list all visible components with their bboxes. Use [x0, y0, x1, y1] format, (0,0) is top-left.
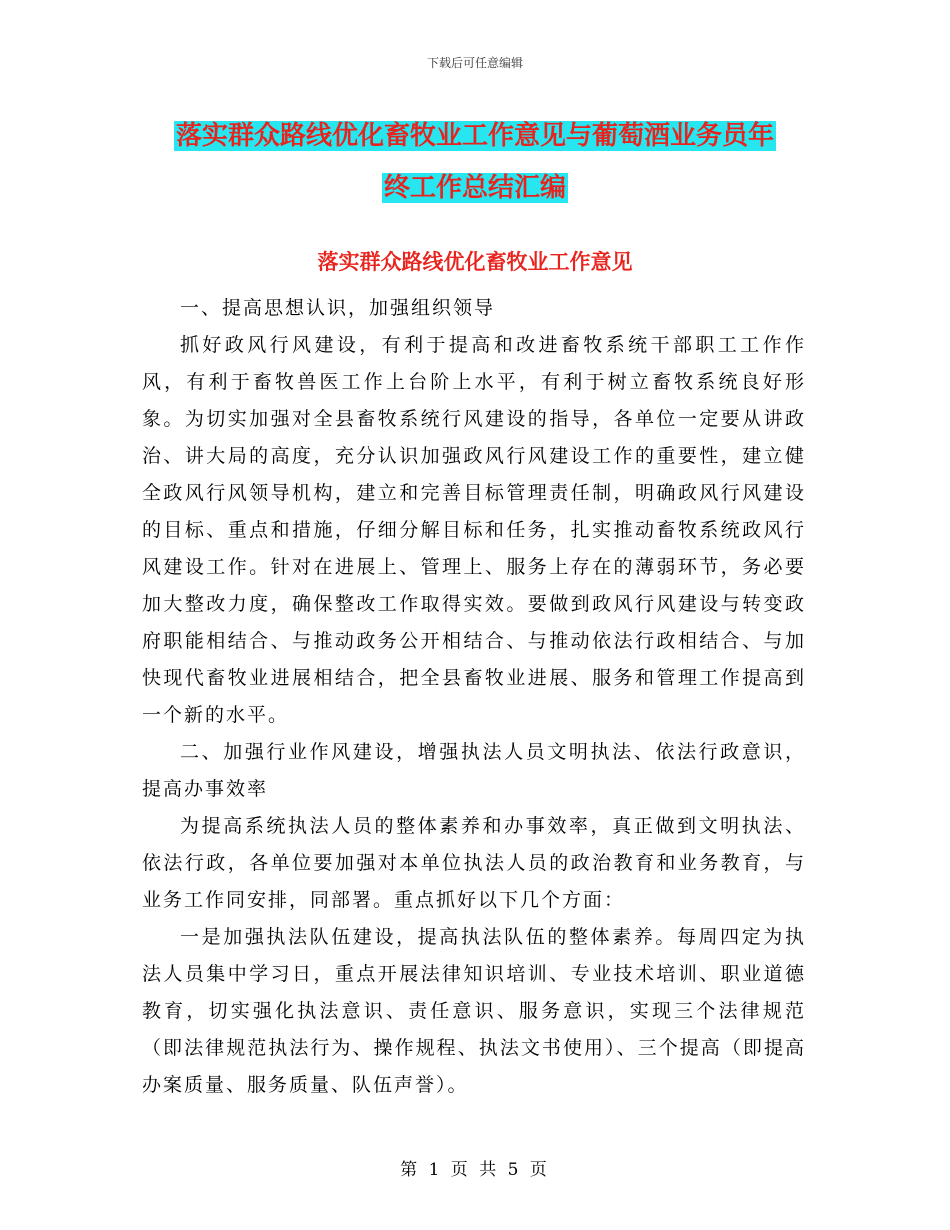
- paragraph: 为提高系统执法人员的整体素养和办事效率，真正做到文明执法、依法行政，各单位要加强对本单位执法人员的政治教育和业务教育，与业务工作同安排，同部署。重点抓好以下几个方面：: [142, 815, 806, 911]
- document-title-line-1: 落实群众路线优化畜牧业工作意见与葡萄酒业务员年: [175, 121, 774, 151]
- section-title: 落实群众路线优化畜牧业工作意见: [317, 250, 633, 274]
- header-note: 下载后可任意编辑: [426, 56, 523, 70]
- paragraph: 二、加强行业作风建设，增强执法人员文明执法、依法行政意识，提高办事效率: [142, 741, 806, 800]
- document-title: [0, 110, 950, 214]
- document-body: [142, 290, 806, 1104]
- paragraph: 抓好政风行风建设，有利于提高和改进畜牧系统干部职工工作作风，有利于畜牧兽医工作上台阶上水平，有利于树立畜牧系统良好形象。为切实加强对全县畜牧系统行风建设的指导，各单位一定要从讲政治、讲大局的高度，充分认识加强政风行风建设工作的重要性，建立健全政风行风领导机构，建立和完善目标管理责任制，明确政风行风建设的目标、重点和措施，仔细分解目标和任务，扎实推动畜牧系统政风行风建设工作。针对在进展上、管理上、服务上存在的薄弱环节，务必要加大整改力度，确保整改工作取得实效。要做到政风行风建设与转变政府职能相结合、与推动政务公开相结合、与推动依法行政相结合、与加快现代畜牧业进展相结合，把全县畜牧业进展、服务和管理工作提高到一个新的水平。: [142, 334, 806, 726]
- paragraph: 一、提高思想认识，加强组织领导: [180, 297, 496, 319]
- document-title-line-2: 终工作总结汇编: [383, 173, 566, 203]
- page-footer: 第 1 页 共 5 页: [400, 1160, 550, 1180]
- paragraph: 一是加强执法队伍建设，提高执法队伍的整体素养。每周四定为执法人员集中学习日，重点开展法律知识培训、专业技术培训、职业道德教育，切实强化执法意识、责任意识、服务意识，实现三个法律规范（即法律规范执法行为、操作规程、执法文书使用）、三个提高（即提高办案质量、服务质量、队伍声誉）。: [142, 926, 806, 1096]
